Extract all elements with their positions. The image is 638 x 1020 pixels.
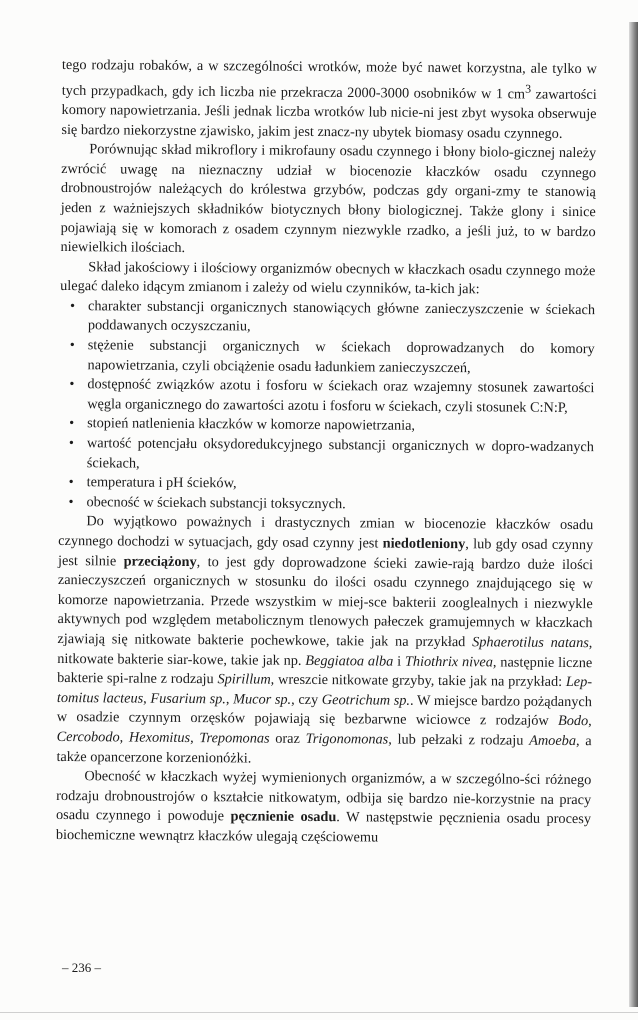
italic-taxon: Sphaerotilus natans — [472, 634, 589, 652]
text-run: , — [143, 690, 151, 707]
italic-taxon: Beggiatoa alba — [305, 652, 394, 670]
bullet-item: • obecność w ściekach substancji toksycznych. — [58, 493, 593, 517]
bullet-item: • charakter substancji organicznych stanowiących główne zanieczyszczenie w ściekach poddawanych oczyszczaniu, — [60, 297, 595, 340]
page-bottom-edge — [0, 1012, 638, 1013]
text-run: , czy — [291, 691, 322, 708]
bold-term: przeciążony — [123, 553, 197, 570]
italic-taxon: Trigonomonas — [305, 730, 389, 748]
text-run: zawartości komory napowietrzania. Jeśli jednak liczba wrotków lub nicie-ni jest zbyt wysoka obserwuje się bardzo niekorzystne zjawisko, jakim jest znacz-ny ubytek biomasy osadu czynnego. — [61, 86, 597, 142]
text-run: , nitkowate bakterie siar-kowe, takie jak np. — [57, 635, 593, 669]
italic-taxon: Trepomonas — [199, 730, 270, 747]
italic-taxon: Cercobodo — [56, 728, 120, 746]
text-run: i — [393, 653, 406, 670]
factor-bullet-list — [58, 297, 595, 517]
italic-taxon: Spirillum — [217, 671, 271, 688]
paragraph — [60, 258, 595, 301]
text-run: . W miejsce bardzo pożądanych w osadzie czynnym orzęsków pojawiają się bezbarwne wiciowce z rodzajów — [56, 692, 593, 730]
text-run: , — [190, 729, 200, 747]
text-run: , lub gdy osad czynny jest silnie — [57, 536, 594, 570]
text-run: , — [225, 691, 234, 708]
text-run: , a także opancerzone korzenionóżki. — [56, 733, 592, 767]
italic-taxon: Hexomitus — [128, 729, 191, 746]
bold-term: pęcznienie osadu — [230, 808, 337, 826]
bullet-item: • stężenie substancji organicznych w ściekach doprowadzanych do komory napowietrzania, czyli obciążenie osadu ładunkiem zanieczyszczeń, — [59, 336, 594, 379]
text-run: , wreszcie nitkowate grzyby, takie jak na przykład: — [270, 671, 566, 691]
italic-taxon: Mucor sp. — [233, 691, 292, 708]
text-run: . W następstwie pęcznienia osadu procesy biochemiczne wewnątrz kłaczków ulegają częściowemu — [55, 809, 592, 846]
text-run: , następnie liczne bakterie spi-ralne z rodzaju — [57, 653, 593, 688]
italic-taxon: Thiothrix nivea — [404, 653, 494, 670]
page-number: – 236 – — [62, 960, 101, 975]
italic-taxon: Fusarium sp. — [150, 690, 226, 708]
superscript: 3 — [525, 81, 532, 96]
text-run: tego rodzaju robaków, a w szczególności wrotków, może być nawet korzystna, ale tylko w tych przypadkach, gdy ich liczba nie przekracza 2000-3000 osobników w 1 cm — [61, 56, 597, 102]
bold-term: niedotleniony — [382, 535, 466, 553]
text-run: , — [119, 729, 130, 746]
text-run: , lub pełzaki z rodzaju — [388, 731, 530, 749]
bullet-item: • dostępność związków azotu i fosforu w ściekach oraz wzajemny stosunek zawartości węgla organicznego do zawartości azotu i fosforu w ściekach, czyli stosunek C:N:P, — [59, 375, 594, 418]
paragraph — [56, 512, 593, 771]
paragraph — [60, 140, 596, 262]
italic-taxon: Geotrichum sp. — [321, 691, 411, 709]
text-run: Do wyjątkowo poważnych i drastycznych zmian w biocenozie kłaczków osadu czynnego dochodzi w sytuacjach, gdy osad czynny jest — [58, 513, 594, 552]
italic-taxon: Amoeba — [529, 732, 577, 750]
text-run: , to jest gdy doprowadzone ścieki zawie-rają bardzo duże ilości zanieczyszczeń organicznych w stosunku do ilości osadu czynnego znajdującego się w komorze napowietrzania. Przede wszystkim w miej-sce bakterii zooglealnych i niezwykle aktywnych pod względem metabolicznym tlenowych pałeczek gramujemnych w kłaczkach zjawiają się nitkowate bakterie pochewkowe, takie jak na przykład — [57, 553, 594, 651]
italic-taxon: Bodo — [557, 713, 589, 730]
text-run: Porównując skład mikroflory i mikrofauny osadu czynnego i błony biolo-gicznej należy zwrócić uwagę na nieznaczny udział w biocenozie kłaczków osadu czynnego drobnoustrojów należących do królestwa grzybów, podczas gdy organi-zmy te stanowią jeden z ważniejszych składników biotycznych błony biologicznej. Także glony i sinice pojawiają się w komorach z osadem czynnym niezwykle rzadko, a jeśli już, to w bardzo niewielkich ilościach. — [60, 141, 597, 257]
page-binding-shadow — [629, 22, 638, 1007]
bullet-item: • wartość potencjału oksydoredukcyjnego substancji organicznych w dopro-wadzanych ściekach, — [59, 434, 594, 477]
bullet-item: • temperatura i pH ścieków, — [59, 473, 594, 497]
body-text — [56, 56, 597, 850]
paragraph — [61, 56, 597, 144]
bullet-item: • stopień natlenienia kłaczków w komorze napowietrzania, — [59, 414, 594, 438]
paragraphs-after-list — [56, 512, 594, 849]
italic-taxon: Lep-tomitus lacteus — [56, 674, 593, 707]
text-run: oraz — [269, 730, 306, 747]
paragraphs-before-list — [60, 56, 597, 301]
text-run: Skład jakościowy i ilościowy organizmów obecnych w kłaczkach osadu czynnego może ulegać daleko idącym zmianom i zależy od wielu czynników, ta-kich jak: — [60, 258, 596, 298]
text-run: Obecność w kłaczkach wyżej wymienionych organizmów, a w szczególno-ści różnego rodzaju drobnoustrojów o kształcie nitkowatym, odbija się bardzo nie-korzystnie na pracy osadu czynnego i powoduje — [55, 768, 592, 825]
paragraph — [56, 767, 592, 850]
text-run: , — [588, 713, 592, 730]
